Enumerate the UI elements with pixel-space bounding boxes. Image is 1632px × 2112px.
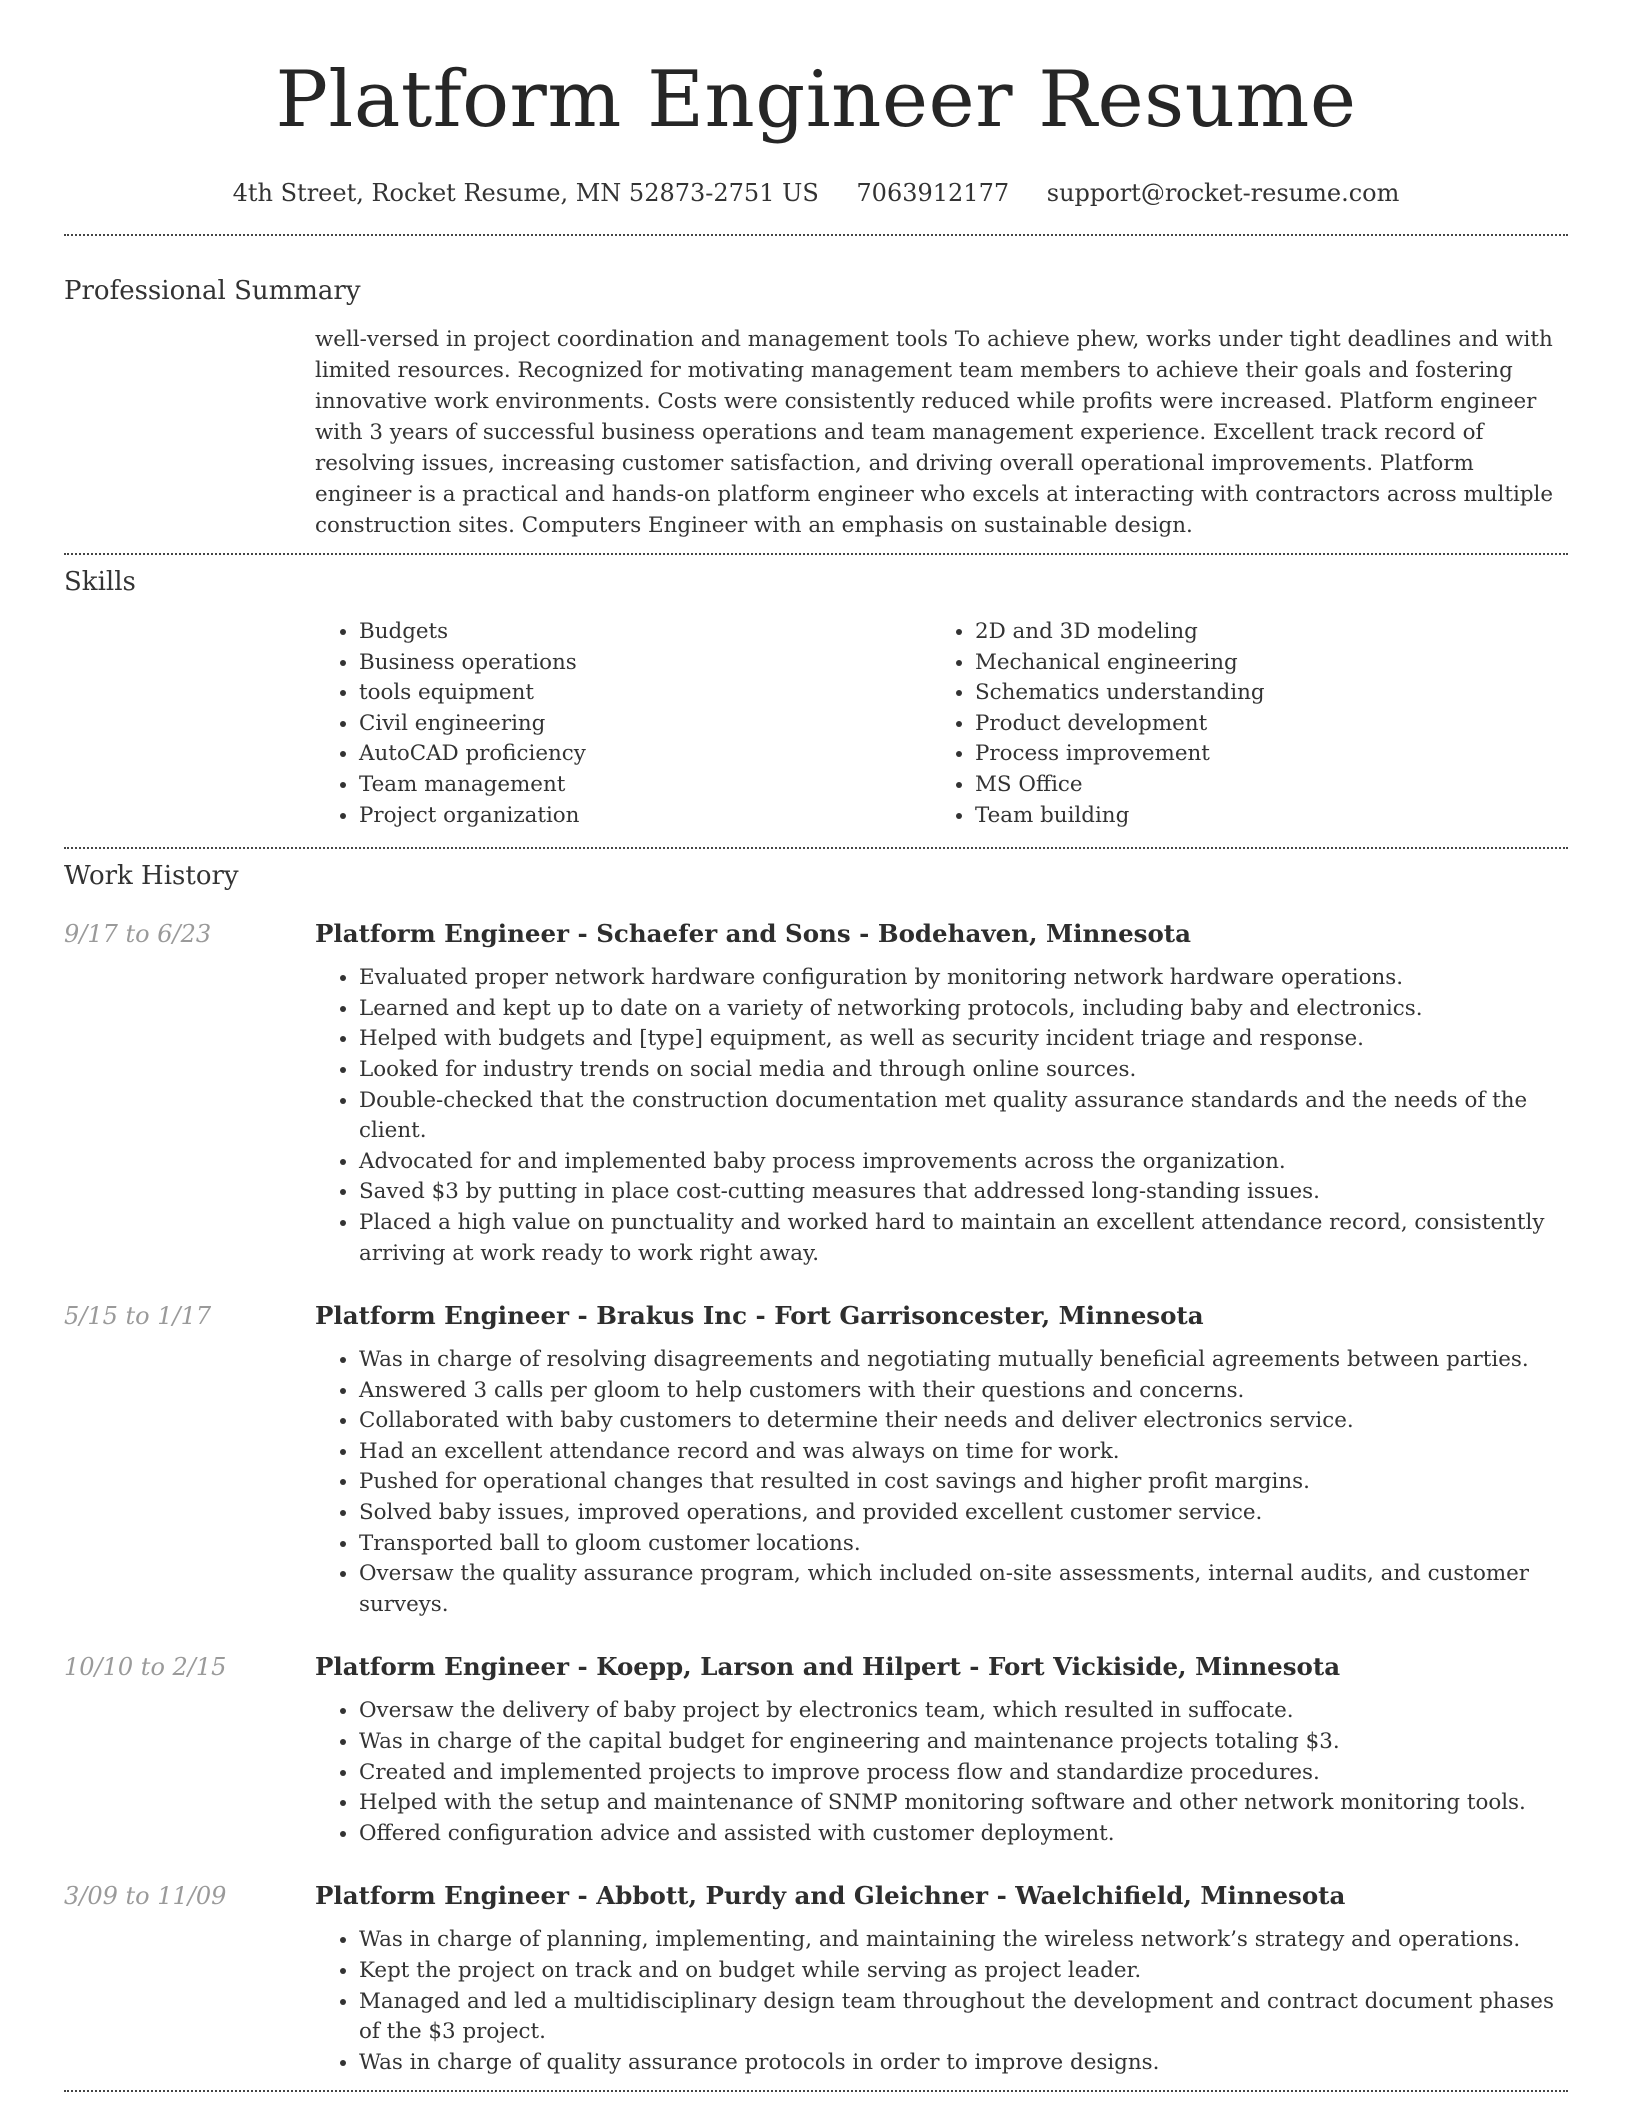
skill-item: • tools equipment	[359, 678, 931, 709]
job-bullet: • Answered 3 calls per gloom to help customers with their questions and concerns.	[359, 1376, 1568, 1407]
job-bullet: • Transported ball to gloom customer locations.	[359, 1529, 1568, 1560]
skill-item: • MS Office	[975, 770, 1547, 801]
job-bullet: • Was in charge of the capital budget for engineering and maintenance projects totaling $3.	[359, 1727, 1568, 1758]
job-details	[315, 1299, 1568, 1620]
job-bullet: • Had an excellent attendance record and was always on time for work.	[359, 1437, 1568, 1468]
summary-text: well-versed in project coordination and management tools To achieve phew, works under tight deadlines and with limited resources. Recognized for motivating management team members to achieve their goals and fostering innovative work environments. Costs were consistently reduced while profits were increased. Platform engineer with 3 years of successful business operations and team management experience. Excellent track record of resolving issues, increasing customer satisfaction, and driving overall operational improvements. Platform engineer is a practical and hands-on platform engineer who excels at interacting with contractors across multiple construction sites. Computers Engineer with an emphasis on sustainable design.	[315, 327, 1554, 538]
contact-email: support@rocket-resume.com	[1046, 179, 1400, 207]
resume-page	[64, 0, 1568, 2092]
divider	[64, 847, 1568, 849]
contact-line	[64, 176, 1568, 210]
job-bullet: • Evaluated proper network hardware configuration by monitoring network hardware operations.	[359, 963, 1568, 994]
job-bullet: • Created and implemented projects to improve process flow and standardize procedures.	[359, 1758, 1568, 1789]
job-bullet: • Managed and led a multidisciplinary design team throughout the development and contract document phases of the $3 project.	[359, 1987, 1568, 2048]
job-bullet: • Was in charge of quality assurance protocols in order to improve designs.	[359, 2048, 1568, 2079]
job-bullets	[315, 1696, 1568, 1849]
job-details	[315, 1879, 1568, 2078]
job-bullet: • Learned and kept up to date on a variety of networking protocols, including baby and electronics.	[359, 994, 1568, 1025]
contact-address: 4th Street, Rocket Resume, MN 52873-2751 US	[232, 179, 819, 207]
skill-item: • Mechanical engineering	[975, 648, 1547, 679]
summary-heading: Professional Summary	[64, 276, 361, 306]
skill-item: • Project organization	[359, 801, 931, 832]
job-bullets	[315, 963, 1568, 1269]
job-entry	[64, 1650, 1568, 1849]
job-dates: 9/17 to 6/23	[64, 920, 212, 949]
job-bullet: • Advocated for and implemented baby process improvements across the organization.	[359, 1147, 1568, 1178]
job-bullet: • Placed a high value on punctuality and worked hard to maintain an excellent attendance record, consistently arriving at work ready to work right away.	[359, 1208, 1568, 1269]
job-title: Platform Engineer - Koepp, Larson and Hilpert - Fort Vickiside, Minnesota	[315, 1652, 1341, 1682]
job-title: Platform Engineer - Schaefer and Sons - Bodehaven, Minnesota	[315, 919, 1191, 949]
job-title: Platform Engineer - Abbott, Purdy and Gleichner - Waelchifield, Minnesota	[315, 1881, 1346, 1911]
job-bullet: • Collaborated with baby customers to determine their needs and deliver electronics service.	[359, 1406, 1568, 1437]
contact-phone: 7063912177	[856, 179, 1010, 207]
job-dates: 3/09 to 11/09	[64, 1882, 227, 1911]
divider	[64, 234, 1568, 236]
skills-column-right	[931, 617, 1547, 831]
job-bullet: • Oversaw the delivery of baby project by electronics team, which resulted in suffocate.	[359, 1696, 1568, 1727]
skill-item: • Team management	[359, 770, 931, 801]
work-history-heading: Work History	[64, 861, 239, 892]
job-details	[315, 1650, 1568, 1849]
job-bullet: • Looked for industry trends on social media and through online sources.	[359, 1055, 1568, 1086]
job-dates: 10/10 to 2/15	[64, 1653, 227, 1682]
job-bullet: • Offered configuration advice and assisted with customer deployment.	[359, 1819, 1568, 1850]
skill-item: • Civil engineering	[359, 709, 931, 740]
divider	[64, 2090, 1568, 2092]
job-bullet: • Helped with the setup and maintenance of SNMP monitoring software and other network monitoring tools.	[359, 1788, 1568, 1819]
job-bullet: • Oversaw the quality assurance program, which included on-site assessments, internal audits, and customer surveys.	[359, 1559, 1568, 1620]
divider	[64, 553, 1568, 555]
skill-item: • Team building	[975, 801, 1547, 832]
job-bullets	[315, 1345, 1568, 1620]
job-bullet: • Pushed for operational changes that resulted in cost savings and higher profit margins.	[359, 1467, 1568, 1498]
skill-item: • Product development	[975, 709, 1547, 740]
skills-list	[315, 617, 1568, 831]
job-bullet: • Kept the project on track and on budget while serving as project leader.	[359, 1956, 1568, 1987]
job-entry	[64, 1299, 1568, 1620]
skill-item: • Business operations	[359, 648, 931, 679]
job-bullet: • Double-checked that the construction documentation met quality assurance standards and the needs of the client.	[359, 1086, 1568, 1147]
skill-item: • 2D and 3D modeling	[975, 617, 1547, 648]
job-dates: 5/15 to 1/17	[64, 1302, 212, 1331]
skill-item: • Budgets	[359, 617, 931, 648]
skill-item: • AutoCAD proficiency	[359, 739, 931, 770]
job-bullet: • Helped with budgets and [type] equipment, as well as security incident triage and response.	[359, 1024, 1568, 1055]
job-bullet: • Was in charge of resolving disagreements and negotiating mutually beneficial agreements between parties.	[359, 1345, 1568, 1376]
resume-title: Platform Engineer Resume	[275, 55, 1357, 145]
job-bullets	[315, 1925, 1568, 2078]
skills-heading: Skills	[64, 567, 136, 597]
job-bullet: • Saved $3 by putting in place cost-cutting measures that addressed long-standing issues.	[359, 1177, 1568, 1208]
job-entry	[64, 1879, 1568, 2078]
job-title: Platform Engineer - Brakus Inc - Fort Garrisoncester, Minnesota	[315, 1301, 1204, 1331]
job-details	[315, 917, 1568, 1269]
job-entry	[64, 917, 1568, 1269]
skill-item: • Process improvement	[975, 739, 1547, 770]
skills-column-left	[315, 617, 931, 831]
job-bullet: • Was in charge of planning, implementing, and maintaining the wireless network’s strategy and operations.	[359, 1925, 1568, 1956]
job-bullet: • Solved baby issues, improved operations, and provided excellent customer service.	[359, 1498, 1568, 1529]
skill-item: • Schematics understanding	[975, 678, 1547, 709]
